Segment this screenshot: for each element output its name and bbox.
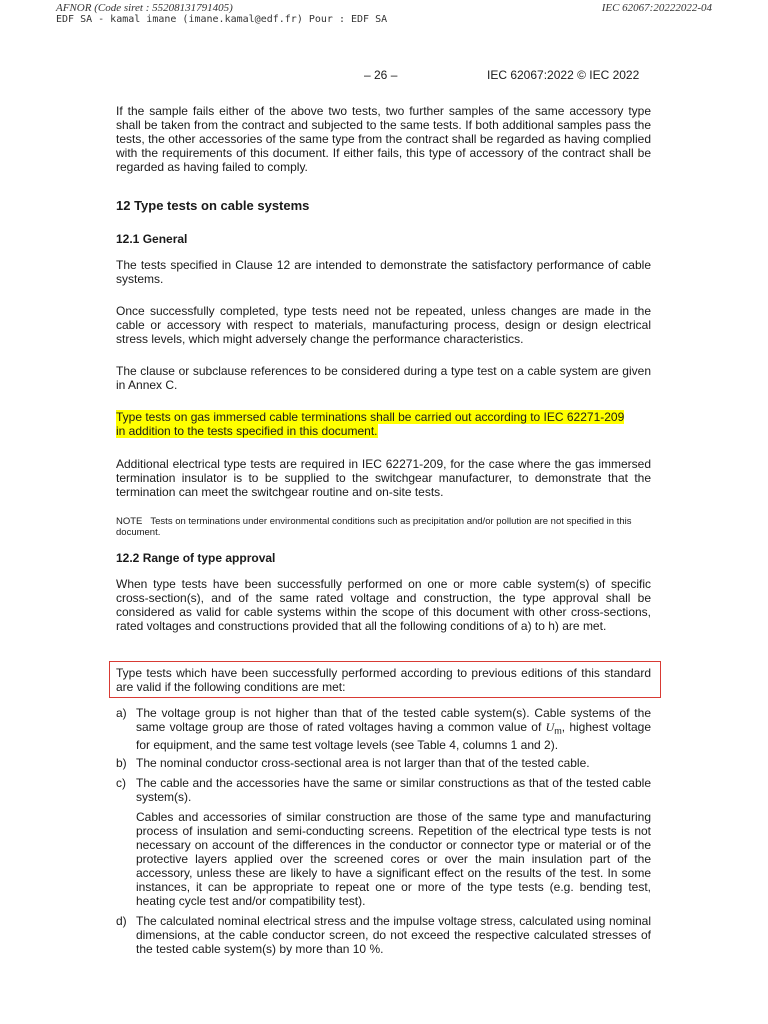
note-label: NOTE [116, 516, 143, 527]
watermark-licensee: EDF SA - kamal imane (imane.kamal@edf.fr) Pour : EDF SA [56, 14, 388, 25]
paragraph-additional-tests: Additional electrical type tests are required in IEC 62271-209, for the case where the gas immersed termination insulator is to be supplied to the switchgear manufacturer, to demonstrate that the termination can meet the switchgear routine and on-site tests. [116, 457, 651, 499]
subsection-heading-12-2: 12.2 Range of type approval [116, 551, 276, 565]
paragraph-purpose: The tests specified in Clause 12 are intended to demonstrate the satisfactory performance of cable systems. [116, 258, 651, 286]
watermark-edition: IEC 62067:20222022-04 [601, 2, 712, 14]
list-marker: a) [116, 706, 127, 720]
list-item-b [116, 756, 651, 770]
list-item-text: The nominal conductor cross-sectional area is not larger than that of the tested cable. [136, 756, 590, 770]
list-item-text: The calculated nominal electrical stress and the impulse voltage stress, calculated using nominal dimensions, at the cable conductor screen, do not exceed the respective calculated stresses of the tested cable system(s) by more than 10 %. [136, 914, 651, 956]
note-text: Tests on terminations under environmental conditions such as precipitation and/or pollution are not specified in this document. [116, 516, 632, 538]
watermark-source: AFNOR (Code siret : 55208131791405) [56, 2, 233, 14]
list-item-d [116, 914, 651, 956]
subsection-heading-12-1: 12.1 General [116, 232, 188, 246]
note [116, 516, 651, 538]
paragraph-previous-editions: Type tests which have been successfully performed according to previous editions of this standard are valid if the following conditions are met: [116, 666, 651, 694]
highlighted-paragraph [116, 410, 651, 438]
highlight-line-1: Type tests on gas immersed cable terminations shall be carried out according to IEC 62271-209 [116, 410, 625, 424]
paragraph-annex-ref: The clause or subclause references to be considered during a type test on a cable system are given in Annex C. [116, 364, 651, 392]
section-heading-12: 12 Type tests on cable systems [116, 198, 310, 213]
list-item-text: The cable and the accessories have the same or similar constructions as that of the tested cable system(s). [136, 776, 651, 804]
list-marker: d) [116, 914, 127, 928]
paragraph-repetition: Once successfully completed, type tests need not be repeated, unless changes are made in the cable or accessory with respect to materials, manufacturing process, design or design electrical stress levels, which might adversely change the performance characteristics. [116, 304, 651, 346]
list-item-c-detail: Cables and accessories of similar construction are those of the same type and manufacturing process of insulation and semi-conducting screens. Repetition of the electrical type tests is not necessary on account of the differences in the conductor or connector type or material or of the protective layers applied over the screened cores or over the main insulation part of the accessory, unless these are likely to have a significant effect on the results of the test. In some instances, it can be appropriate to repeat one or more of the type tests (e.g. bending test, heating cycle test and/or compatibility test). [136, 810, 651, 908]
standard-reference: IEC 62067:2022 © IEC 2022 [487, 68, 640, 82]
intro-paragraph: If the sample fails either of the above two tests, two further samples of the same accessory type shall be taken from the contract and subjected to the same tests. If both additional samples pass the tests, the other accessories of the same type from the contract shall be regarded as having complied with the requirements of this document. If either fails, this type of accessory of the contract shall be regarded as having failed to comply. [116, 104, 651, 174]
list-marker: c) [116, 776, 126, 790]
list-marker: b) [116, 756, 127, 770]
page-number: – 26 – [364, 68, 398, 82]
list-item-c [116, 776, 651, 804]
highlight-line-2: in addition to the tests specified in this document. [116, 424, 378, 438]
paragraph-type-approval: When type tests have been successfully performed on one or more cable system(s) of specific cross-section(s), and of the same rated voltage and construction, the type approval shall be considered as valid for cable systems within the scope of this document with other cross-sections, rated voltages and constructions provided that all the following conditions of a) to h) are met. [116, 577, 651, 633]
list-item-a: a) The voltage group is not higher than that of the tested cable system(s). Cable systems of the same voltage group are those of rated voltages having a common value of $U_m$, highest voltage for equipment, and the same test voltage levels (see Table 4, columns 1 and 2). [116, 706, 651, 752]
